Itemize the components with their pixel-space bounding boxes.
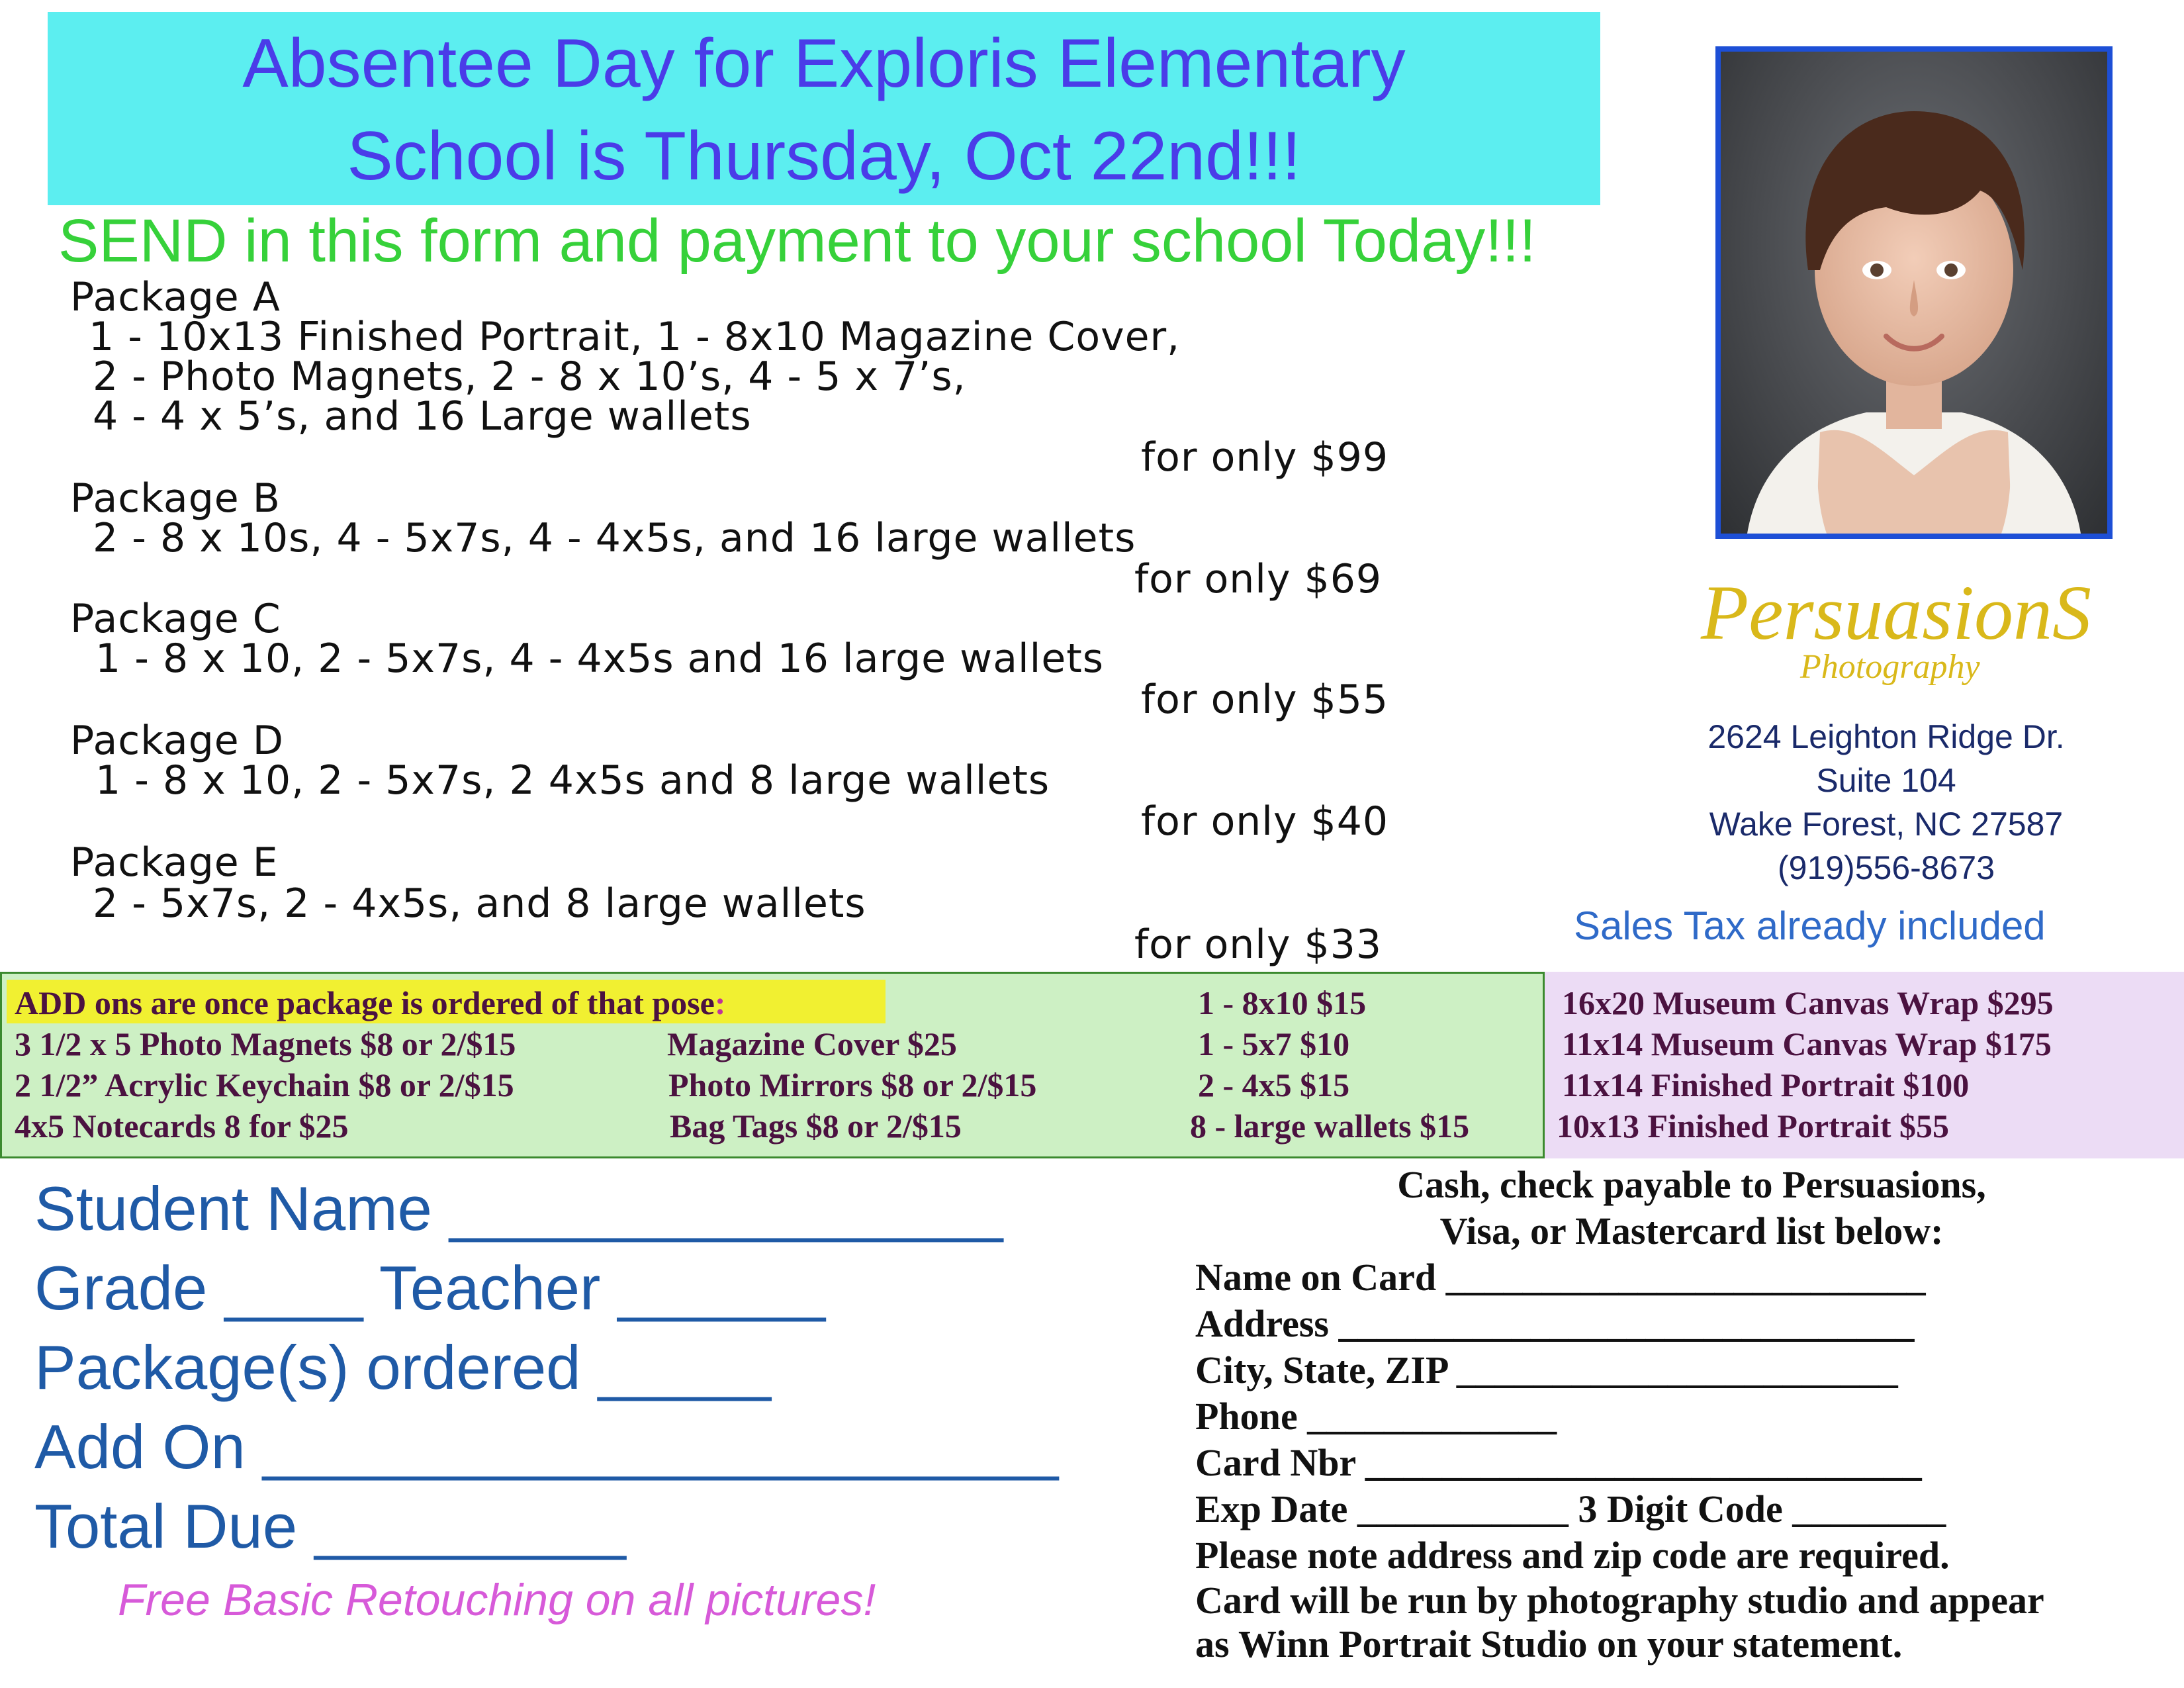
addon-notecards: 4x5 Notecards 8 for $25 bbox=[15, 1107, 349, 1145]
card-phone-field[interactable]: Phone _____________ bbox=[1195, 1395, 1557, 1438]
package-a-line-1: 1 - 10x13 Finished Portrait, 1 - 8x10 Magazine Cover, bbox=[89, 314, 1181, 360]
headline bbox=[48, 17, 1600, 203]
packages-ordered-field[interactable]: Package(s) ordered _____ bbox=[34, 1333, 772, 1402]
addon-4x5: 2 - 4x5 $15 bbox=[1198, 1066, 1350, 1103]
exp-date-code-field[interactable]: Exp Date ___________ 3 Digit Code ________ bbox=[1195, 1487, 1946, 1530]
city-state-zip-field[interactable]: City, State, ZIP _______________________ bbox=[1195, 1348, 1898, 1391]
addon-wallets: 8 - large wallets $15 bbox=[1190, 1107, 1470, 1145]
package-a-line-2: 2 - Photo Magnets, 2 - 8 x 10’s, 4 - 5 x 7’s, bbox=[93, 353, 966, 400]
student-name-field[interactable]: Student Name ________________ bbox=[34, 1174, 1003, 1243]
package-e-price: for only $33 bbox=[1134, 921, 1383, 968]
headline-line-1: Absentee Day for Exploris Elementary bbox=[242, 25, 1406, 102]
package-d-line-1: 1 - 8 x 10, 2 - 5x7s, 2 4x5s and 8 large wallets bbox=[95, 757, 1050, 804]
package-a-line-3: 4 - 4 x 5’s, and 16 Large wallets bbox=[93, 393, 752, 440]
package-b-price: for only $69 bbox=[1134, 556, 1383, 602]
grade-teacher-field[interactable]: Grade ____ Teacher ______ bbox=[34, 1253, 826, 1323]
addon-11x14-portrait: 11x14 Finished Portrait $100 bbox=[1562, 1066, 1970, 1103]
addon-5x7: 1 - 5x7 $10 bbox=[1198, 1025, 1350, 1062]
payment-note-3: as Winn Portrait Studio on your statement. bbox=[1195, 1622, 1903, 1665]
add-on-field[interactable]: Add On _______________________ bbox=[34, 1412, 1059, 1481]
package-d-title: Package D bbox=[70, 718, 284, 764]
studio-address-line-3: Wake Forest, NC 27587 bbox=[1709, 806, 2064, 843]
package-c-line-1: 1 - 8 x 10, 2 - 5x7s, 4 - 4x5s and 16 large wallets bbox=[95, 635, 1105, 682]
name-on-card-field[interactable]: Name on Card _________________________ bbox=[1195, 1256, 1926, 1299]
addon-photo-mirrors: Photo Mirrors $8 or 2/$15 bbox=[668, 1066, 1037, 1103]
studio-address-line-1: 2624 Leighton Ridge Dr. bbox=[1707, 718, 2065, 755]
package-c-title: Package C bbox=[70, 596, 281, 642]
payment-note-2: Card will be run by photography studio and appear bbox=[1195, 1579, 2044, 1622]
addon-10x13-portrait: 10x13 Finished Portrait $55 bbox=[1557, 1107, 1950, 1145]
payment-heading-2: Visa, or Mastercard list below: bbox=[1439, 1209, 1944, 1252]
send-instruction: SEND in this form and payment to your school Today!!! bbox=[58, 207, 1536, 275]
headline-line-2: School is Thursday, Oct 22nd!!! bbox=[347, 118, 1301, 195]
studio-phone: (919)556-8673 bbox=[1777, 849, 1995, 886]
package-a-title: Package A bbox=[70, 274, 281, 320]
addon-magnets: 3 1/2 x 5 Photo Magnets $8 or 2/$15 bbox=[15, 1025, 516, 1062]
addon-8x10: 1 - 8x10 $15 bbox=[1198, 984, 1367, 1021]
addons-heading-text: ADD ons are once package is ordered of that pose bbox=[15, 984, 715, 1021]
addons-heading bbox=[15, 984, 725, 1022]
total-due-field[interactable]: Total Due _________ bbox=[34, 1491, 626, 1561]
package-c-price: for only $55 bbox=[1141, 677, 1389, 723]
payment-heading-1: Cash, check payable to Persuasions, bbox=[1397, 1163, 1986, 1206]
portrait-illustration bbox=[1721, 52, 2107, 534]
addon-keychain: 2 1/2” Acrylic Keychain $8 or 2/$15 bbox=[15, 1066, 514, 1103]
card-number-field[interactable]: Card Nbr _____________________________ bbox=[1195, 1441, 1922, 1484]
package-b-line-1: 2 - 8 x 10s, 4 - 5x7s, 4 - 4x5s, and 16 large wallets bbox=[93, 515, 1136, 561]
addon-bag-tags: Bag Tags $8 or 2/$15 bbox=[670, 1107, 962, 1145]
logo-main-text: PersuasionS bbox=[1701, 569, 2091, 656]
addon-magazine-cover: Magazine Cover $25 bbox=[667, 1025, 957, 1062]
retouching-note: Free Basic Retouching on all pictures! bbox=[118, 1575, 876, 1625]
payment-note-1: Please note address and zip code are required. bbox=[1195, 1534, 1950, 1577]
package-b-title: Package B bbox=[70, 475, 281, 522]
package-d-price: for only $40 bbox=[1141, 798, 1389, 845]
package-e-title: Package E bbox=[70, 839, 279, 886]
student-portrait-photo bbox=[1715, 46, 2113, 539]
persuasions-photography-logo bbox=[1701, 568, 2098, 700]
sales-tax-note: Sales Tax already included bbox=[1574, 904, 2046, 948]
logo-sub-text: Photography bbox=[1800, 648, 1980, 686]
package-a-price: for only $99 bbox=[1141, 434, 1389, 481]
addons-heading-colon: : bbox=[714, 984, 726, 1021]
addon-16x20-canvas: 16x20 Museum Canvas Wrap $295 bbox=[1562, 984, 2054, 1021]
package-e-line-1: 2 - 5x7s, 2 - 4x5s, and 8 large wallets bbox=[93, 880, 866, 927]
card-address-field[interactable]: Address ______________________________ bbox=[1195, 1302, 1915, 1345]
studio-address-line-2: Suite 104 bbox=[1816, 762, 1956, 799]
addon-11x14-canvas: 11x14 Museum Canvas Wrap $175 bbox=[1562, 1025, 2052, 1062]
